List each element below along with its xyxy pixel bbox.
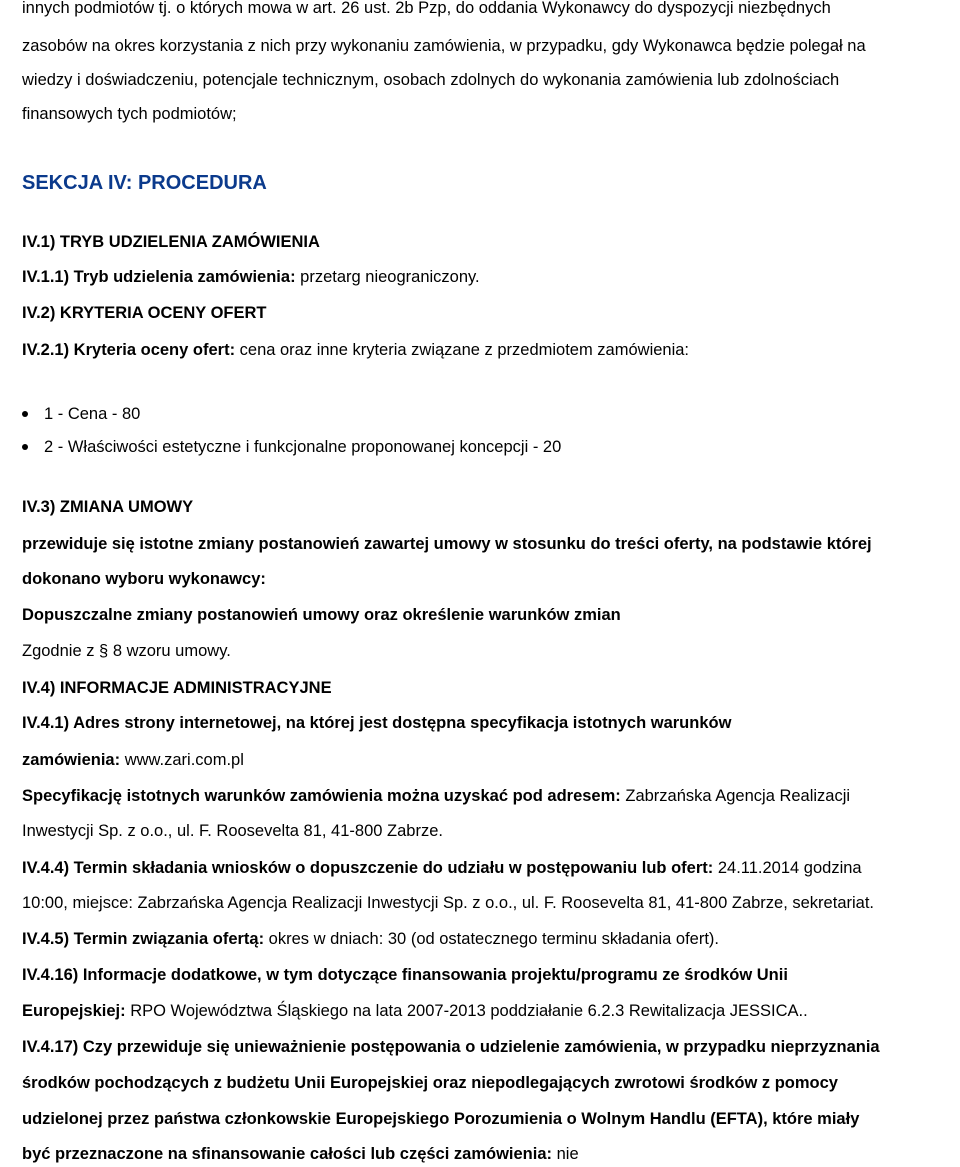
iv3-question-line-2: dokonano wyboru wykonawcy: <box>22 570 266 588</box>
iv3-answer-post: 8 wzoru umowy. <box>108 642 231 660</box>
iv4-16-label-line-2: Europejskiej: <box>22 1002 126 1020</box>
iv4-4-line-2: 10:00, miejsce: Zabrzańska Agencja Realizacji Inwestycji Sp. z o.o., ul. F. Roosevelta 81, 41-800 Zabrze, sekretariat. <box>22 894 874 912</box>
iv1-1-value: przetarg nieograniczony. <box>295 268 480 286</box>
iv4-4-label: IV.4.4) Termin składania wniosków o dopuszczenie do udziału w postępowaniu lub ofert: <box>22 859 714 877</box>
iv4-17-label-line-3: udzielonej przez państwa członkowskie Europejskiego Porozumienia o Wolnym Handlu (EFTA), które miały <box>22 1110 860 1128</box>
iv4-4-value-1: 24.11.2014 godzina <box>713 859 862 877</box>
iv4-17-line-4 <box>22 1144 579 1164</box>
iv4-5-label: IV.4.5) Termin związania ofertą: <box>22 930 265 948</box>
iv2-1-paragraph <box>22 340 689 360</box>
iv1-1-paragraph <box>22 267 480 287</box>
bullet-icon <box>22 444 28 450</box>
iv4-1-label-line-2: zamówienia: <box>22 751 121 769</box>
iv2-1-value: cena oraz inne kryteria związane z przedmiotem zamówienia: <box>235 341 690 359</box>
iv4-siwz-label: Specyfikację istotnych warunków zamówienia można uzyskać pod adresem: <box>22 787 621 805</box>
section-title: SEKCJA IV: PROCEDURA <box>22 172 267 194</box>
iv4-heading: IV.4) INFORMACJE ADMINISTRACYJNE <box>22 679 332 697</box>
iv4-siwz-value-1: Zabrzańska Agencja Realizacji <box>620 787 851 805</box>
iv3-answer-pre: Zgodnie z <box>22 642 100 660</box>
iv4-siwz-line-1 <box>22 786 850 806</box>
iv4-5-line <box>22 929 719 949</box>
iv4-17-label-line-2: środków pochodzących z budżetu Unii Europejskiej oraz niepodlegających zwrotowi środków z pomocy <box>22 1074 838 1092</box>
iv4-16-value: RPO Województwa Śląskiego na lata 2007-2013 poddziałanie 6.2.3 Rewitalizacja JESSICA.. <box>125 1002 808 1020</box>
iv4-17-value: nie <box>552 1145 579 1163</box>
iv2-heading: IV.2) KRYTERIA OCENY OFERT <box>22 304 267 322</box>
iv3-question-line-1: przewiduje się istotne zmiany postanowień zawartej umowy w stosunku do treści oferty, na podstawie której <box>22 535 872 553</box>
iv4-16-label-line-1: IV.4.16) Informacje dodatkowe, w tym dotyczące finansowania projektu/programu ze środków Unii <box>22 966 788 984</box>
iv3-answer <box>22 641 231 661</box>
paragraph-sign-icon: § <box>99 642 109 660</box>
iv4-17-label-line-4: być przeznaczone na sfinansowanie całości lub części zamówienia: <box>22 1145 553 1163</box>
iv4-5-value: okres w dniach: 30 (od ostatecznego terminu składania ofert). <box>264 930 719 948</box>
iv3-question-line-3: Dopuszczalne zmiany postanowień umowy oraz określenie warunków zmian <box>22 606 621 624</box>
bullet-icon <box>22 411 28 417</box>
iv2-1-label: IV.2.1) Kryteria oceny ofert: <box>22 341 236 359</box>
iv4-siwz-line-2: Inwestycji Sp. z o.o., ul. F. Roosevelta 81, 41-800 Zabrze. <box>22 822 443 840</box>
intro-line-3: wiedzy i doświadczeniu, potencjale technicznym, osobach zdolnych do wykonania zamówienia lub zdolnościach <box>22 71 840 89</box>
iv4-1-value: www.zari.com.pl <box>120 751 244 769</box>
iv1-heading: IV.1) TRYB UDZIELENIA ZAMÓWIENIA <box>22 233 320 251</box>
iv3-heading: IV.3) ZMIANA UMOWY <box>22 498 194 516</box>
iv4-16-line-2 <box>22 1001 808 1021</box>
iv4-4-line-1 <box>22 858 862 878</box>
iv4-17-label-line-1: IV.4.17) Czy przewiduje się unieważnienie postępowania o udzielenie zamówienia, w przypadku nieprzyznania <box>22 1038 880 1056</box>
iv1-1-label: IV.1.1) Tryb udzielenia zamówienia: <box>22 268 296 286</box>
criteria-item-2-text: 2 - Właściwości estetyczne i funkcjonalne proponowanej koncepcji - 20 <box>44 438 562 456</box>
intro-line-2: zasobów na okres korzystania z nich przy wykonaniu zamówienia, w przypadku, gdy Wykonawca będzie polegał na <box>22 37 866 55</box>
iv4-1-line-2 <box>22 750 244 770</box>
iv4-1-label-line-1: IV.4.1) Adres strony internetowej, na której jest dostępna specyfikacja istotnych warunków <box>22 714 732 732</box>
intro-line-4: finansowych tych podmiotów; <box>22 105 237 123</box>
criteria-item-1-text: 1 - Cena - 80 <box>44 405 141 423</box>
intro-line-1: innych podmiotów tj. o których mowa w art. 26 ust. 2b Pzp, do oddania Wykonawcy do dyspozycji niezbędnych <box>22 0 831 17</box>
